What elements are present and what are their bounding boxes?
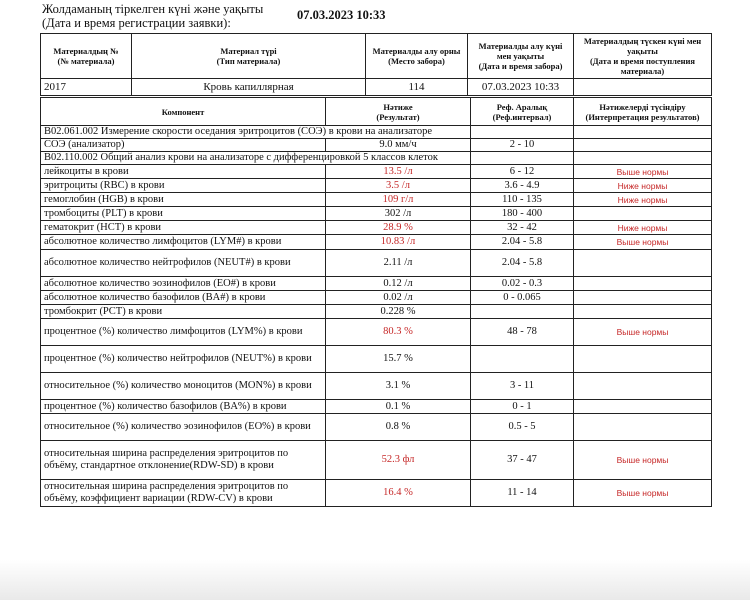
reference-range: 110 - 135 [471, 193, 574, 207]
material-header-receipt-date: Материалдың түскен күні мен уақыты (Дата и время поступления материала) [574, 34, 712, 79]
results-table [40, 97, 712, 507]
page-bottom-shadow [0, 560, 750, 600]
component-name: относительная ширина распределения эритроцитов по объёму, стандартное отклонение(RDW-SD) в крови [41, 441, 326, 480]
interpretation: Выше нормы [574, 480, 712, 507]
material-header-row [41, 34, 712, 79]
reference-range: 2.04 - 5.8 [471, 250, 574, 277]
interpretation: Ниже нормы [574, 179, 712, 193]
component-name: процентное (%) количество нейтрофилов (NEUT%) в крови [41, 346, 326, 373]
material-type: Кровь капиллярная [132, 79, 366, 96]
component-name: эритроциты (RBC) в крови [41, 179, 326, 193]
reference-range: 0.5 - 5 [471, 414, 574, 441]
registration-label-ru: (Дата и время регистрации заявки): [42, 16, 231, 30]
component-name: относительная ширина распределения эритроцитов по объёму, коэффициент вариации (RDW-CV) в крови [41, 480, 326, 507]
result-value: 0.1 % [326, 400, 471, 414]
material-header-type: Материал түрі (Тип материала) [132, 34, 366, 79]
interpretation [574, 400, 712, 414]
reference-range [471, 305, 574, 319]
interpretation: Выше нормы [574, 235, 712, 250]
interpretation [574, 250, 712, 277]
interpretation [574, 277, 712, 291]
result-value: 109 г/л [326, 193, 471, 207]
component-name: относительное (%) количество моноцитов (MON%) в крови [41, 373, 326, 400]
section-row-esr [41, 126, 712, 139]
reference-range: 180 - 400 [471, 207, 574, 221]
material-receipt-date [574, 79, 712, 96]
reference-range: 0 - 1 [471, 400, 574, 414]
results-header-interpretation: Нәтижелерді түсіндіру (Интерпретация результатов) [574, 98, 712, 126]
component-name: относительное (%) количество эозинофилов (EO%) в крови [41, 414, 326, 441]
result-row [41, 165, 712, 179]
registration-label [42, 2, 263, 30]
interpretation [574, 291, 712, 305]
result-value: 3.5 /л [326, 179, 471, 193]
reference-range: 37 - 47 [471, 441, 574, 480]
reference-range: 3.6 - 4.9 [471, 179, 574, 193]
registration-date: 07.03.2023 10:33 [297, 8, 386, 22]
material-header-number: Материалдың № (№ материала) [41, 34, 132, 79]
interpretation: Выше нормы [574, 319, 712, 346]
result-row [41, 193, 712, 207]
component-name: процентное (%) количество базофилов (BA%) в крови [41, 400, 326, 414]
interpretation [574, 207, 712, 221]
interpretation [574, 373, 712, 400]
result-row-soe [41, 139, 712, 152]
reference-range: 32 - 42 [471, 221, 574, 235]
component-name: лейкоциты в крови [41, 165, 326, 179]
reference-range: 2.04 - 5.8 [471, 235, 574, 250]
interpretation [574, 139, 712, 152]
reference-range: 11 - 14 [471, 480, 574, 507]
reference-range: 48 - 78 [471, 319, 574, 346]
material-number: 2017 [41, 79, 132, 96]
result-value: 302 /л [326, 207, 471, 221]
section-title: B02.110.002 Общий анализ крови на анализаторе с дифференцировкой 5 классов клеток [41, 152, 471, 165]
result-row [41, 221, 712, 235]
material-table [40, 33, 712, 96]
component-name: абсолютное количество нейтрофилов (NEUT#) в крови [41, 250, 326, 277]
component-name: гемоглобин (HGB) в крови [41, 193, 326, 207]
result-value: 0.02 /л [326, 291, 471, 305]
registration-label-kz: Жолдаманың тіркелген күні және уақыты [42, 2, 264, 16]
result-row [41, 414, 712, 441]
interpretation: Выше нормы [574, 165, 712, 179]
result-value: 0.228 % [326, 305, 471, 319]
result-row [41, 305, 712, 319]
component-name: тромбоциты (PLT) в крови [41, 207, 326, 221]
material-row [41, 79, 712, 96]
section-row-cbc [41, 152, 712, 165]
component-name: гематокрит (HCT) в крови [41, 221, 326, 235]
result-row [41, 179, 712, 193]
component-name: абсолютное количество базофилов (BA#) в крови [41, 291, 326, 305]
reference-range: 0.02 - 0.3 [471, 277, 574, 291]
interpretation [574, 414, 712, 441]
result-value: 16.4 % [326, 480, 471, 507]
result-value: 80.3 % [326, 319, 471, 346]
result-value: 28.9 % [326, 221, 471, 235]
section-title: B02.061.002 Измерение скорости оседания эритроцитов (СОЭ) в крови на анализаторе [41, 126, 471, 139]
component-name: абсолютное количество лимфоцитов (LYM#) в крови [41, 235, 326, 250]
result-row [41, 250, 712, 277]
reference-range: 0 - 0.065 [471, 291, 574, 305]
result-row [41, 291, 712, 305]
component-name: тромбокрит (PCT) в крови [41, 305, 326, 319]
interpretation [574, 305, 712, 319]
result-value: 0.12 /л [326, 277, 471, 291]
reference-range: 2 - 10 [471, 139, 574, 152]
material-place: 114 [366, 79, 468, 96]
result-row [41, 400, 712, 414]
material-collection-date: 07.03.2023 10:33 [468, 79, 574, 96]
results-header-reference: Реф. Аралық (Реф.интервал) [471, 98, 574, 126]
results-header-result: Нәтиже (Результат) [326, 98, 471, 126]
interpretation: Выше нормы [574, 441, 712, 480]
result-value: 52.3 фл [326, 441, 471, 480]
result-row [41, 319, 712, 346]
interpretation [574, 346, 712, 373]
result-row [41, 277, 712, 291]
component-name: процентное (%) количество лимфоцитов (LYM%) в крови [41, 319, 326, 346]
component-name: СОЭ (анализатор) [41, 139, 326, 152]
reference-range: 3 - 11 [471, 373, 574, 400]
interpretation: Ниже нормы [574, 221, 712, 235]
results-header-component: Компонент [41, 98, 326, 126]
material-header-place: Материалды алу орны (Место забора) [366, 34, 468, 79]
result-value: 10.83 /л [326, 235, 471, 250]
result-row [41, 441, 712, 480]
interpretation: Ниже нормы [574, 193, 712, 207]
reference-range [471, 346, 574, 373]
component-name: абсолютное количество эозинофилов (EO#) в крови [41, 277, 326, 291]
result-value: 3.1 % [326, 373, 471, 400]
results-header-row [41, 98, 712, 126]
result-value: 15.7 % [326, 346, 471, 373]
result-value: 13.5 /л [326, 165, 471, 179]
reference-range: 6 - 12 [471, 165, 574, 179]
result-row [41, 207, 712, 221]
result-value: 0.8 % [326, 414, 471, 441]
result-value: 2.11 /л [326, 250, 471, 277]
result-row [41, 235, 712, 250]
result-row [41, 373, 712, 400]
result-row [41, 346, 712, 373]
result-value: 9.0 мм/ч [326, 139, 471, 152]
material-header-collection-date: Материалды алу күні мен уақыты (Дата и время забора) [468, 34, 574, 79]
result-row [41, 480, 712, 507]
